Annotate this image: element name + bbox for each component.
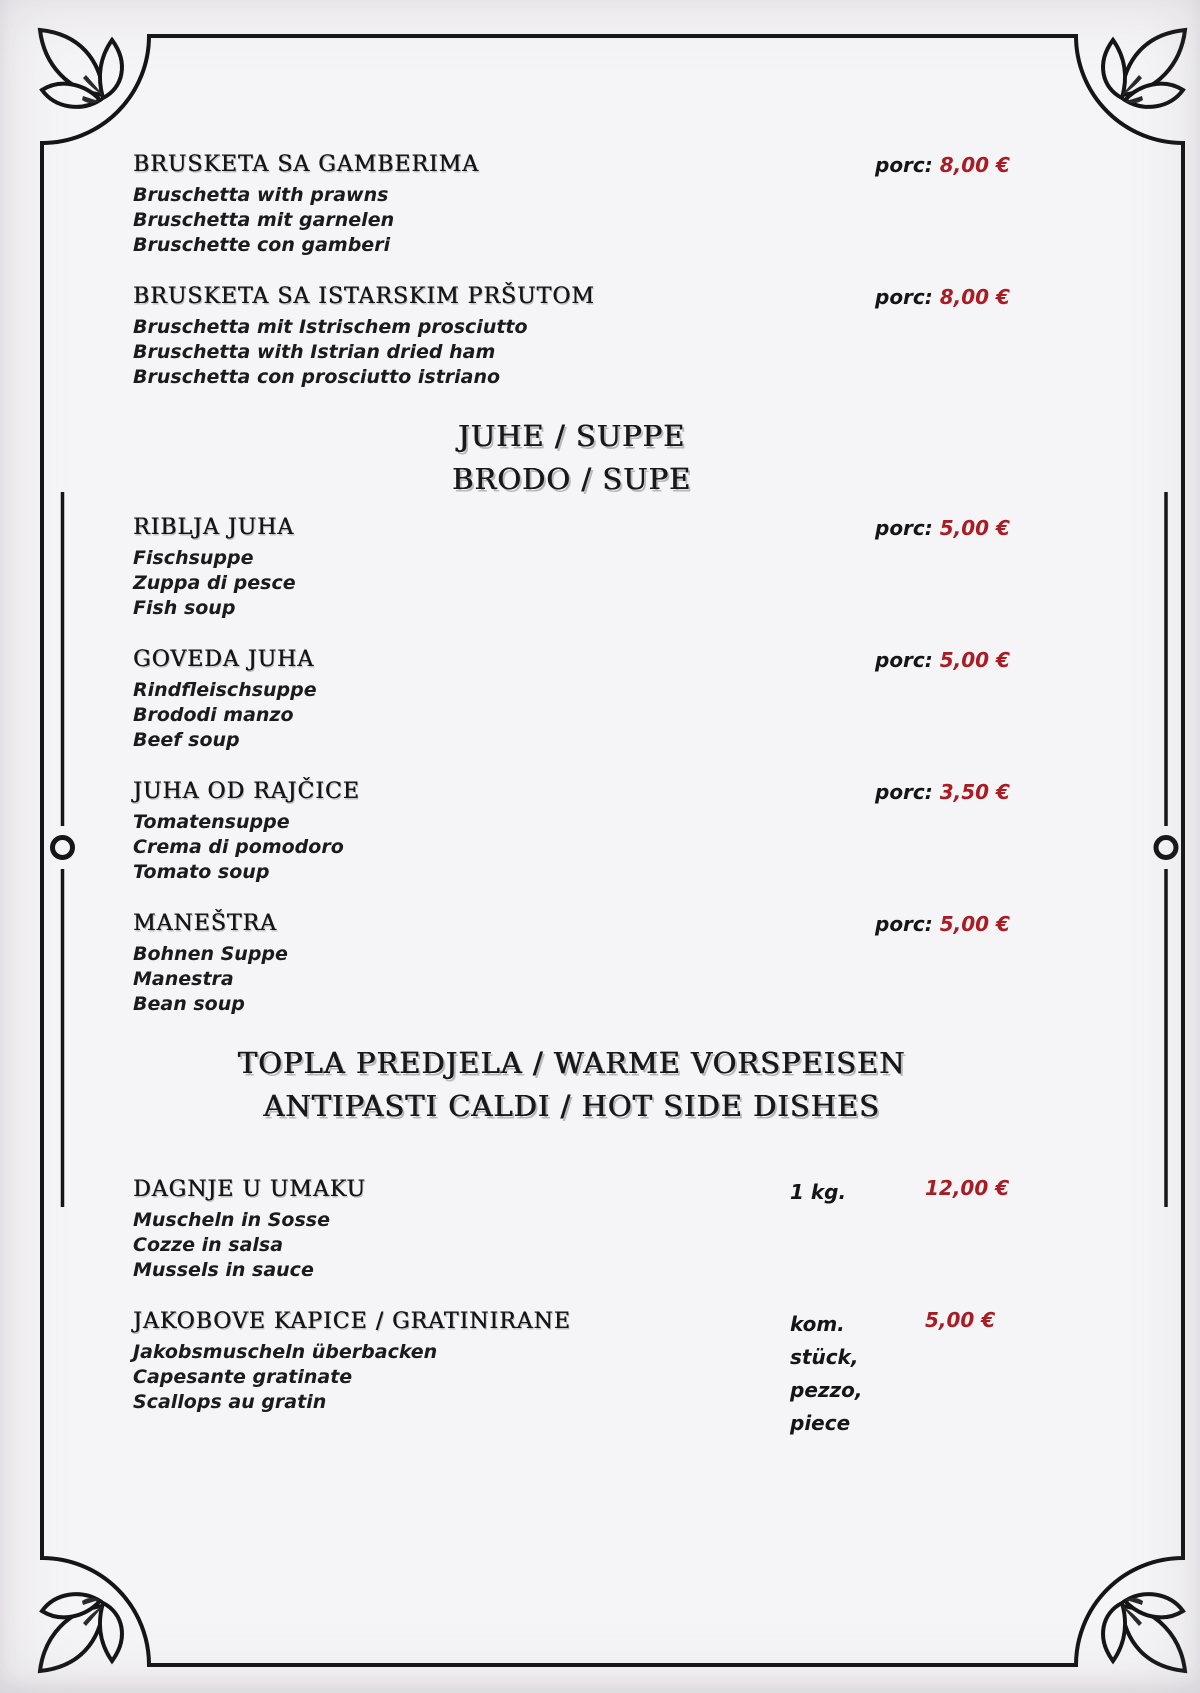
item-translation: Tomato soup — [133, 861, 270, 883]
menu-item — [133, 151, 1010, 258]
item-translation: Scallops au gratin — [133, 1391, 327, 1413]
item-translation: Mussels in sauce — [133, 1259, 314, 1281]
item-text-block — [133, 910, 790, 1017]
item-text-block — [133, 1176, 790, 1283]
unit-label: stück, — [790, 1345, 859, 1369]
unit-label: piece — [790, 1411, 851, 1435]
item-pricing — [790, 1176, 1010, 1283]
item-name: MANEŠTRA — [133, 911, 277, 936]
corner-leaf-ornament-bottom-right — [1103, 1594, 1185, 1671]
item-translation: Cozze in salsa — [133, 1234, 284, 1256]
item-pricing — [790, 151, 1010, 258]
menu-item — [133, 514, 1010, 621]
item-name: BRUSKETA SA GAMBERIMA — [133, 152, 480, 177]
portion-price-line — [875, 283, 1010, 309]
menu-item — [133, 283, 1010, 390]
item-translation: Fischsuppe — [133, 547, 254, 569]
item-pricing — [790, 514, 1010, 621]
item-price: 8,00 € — [939, 153, 1010, 177]
item-text-block — [133, 151, 790, 258]
item-translation: Zuppa di pesce — [133, 572, 296, 594]
portion-label: porc: — [875, 912, 933, 936]
item-price: 5,00 € — [939, 516, 1010, 540]
corner-leaf-ornament-top-right — [1103, 30, 1185, 107]
menu-item — [133, 1308, 1010, 1440]
item-price: 5,00 € — [925, 1308, 996, 1332]
item-translation: Jakobsmuscheln überbacken — [133, 1341, 438, 1363]
item-pricing — [790, 646, 1010, 753]
item-translation: Bruschetta con prosciutto istriano — [133, 366, 501, 388]
inner-border-right — [1156, 492, 1176, 1207]
item-pricing — [790, 778, 1010, 885]
portion-price-line — [875, 151, 1010, 177]
unit-label: 1 kg. — [790, 1180, 847, 1204]
portion-price-line — [875, 514, 1010, 540]
item-pricing — [790, 283, 1010, 390]
portion-price-line — [875, 778, 1010, 804]
ring-ornament-right — [1156, 838, 1176, 858]
portion-label: porc: — [875, 285, 933, 309]
item-translation: Capesante gratinate — [133, 1366, 353, 1388]
item-text-block — [133, 514, 790, 621]
ring-ornament-left — [53, 838, 73, 858]
item-translation: Bohnen Suppe — [133, 943, 288, 965]
item-translation: Muscheln in Sosse — [133, 1209, 330, 1231]
item-text-block — [133, 283, 790, 390]
item-price: 12,00 € — [925, 1176, 1010, 1200]
portion-price-line — [875, 910, 1010, 936]
menu-item — [133, 1176, 1010, 1283]
item-name: DAGNJE U UMAKU — [133, 1177, 366, 1202]
item-translation: Rindfleischsuppe — [133, 679, 317, 701]
item-translation: Bruschette con gamberi — [133, 234, 391, 256]
item-text-block — [133, 646, 790, 753]
item-translation: Bruschetta mit garnelen — [133, 209, 395, 231]
portion-label: porc: — [875, 153, 933, 177]
unit-column — [790, 1308, 925, 1440]
item-name: BRUSKETA SA ISTARSKIM PRŠUTOM — [133, 284, 595, 309]
menu-item — [133, 646, 1010, 753]
item-translation: Bean soup — [133, 993, 245, 1015]
item-text-block — [133, 778, 790, 885]
item-translation: Tomatensuppe — [133, 811, 290, 833]
item-translation: Bruschetta with Istrian dried ham — [133, 341, 496, 363]
item-pricing — [790, 1308, 1010, 1440]
menu-item — [133, 910, 1010, 1017]
section-title-line2: ANTIPASTI CALDI / HOT SIDE DISHES — [263, 1089, 880, 1123]
portion-label: porc: — [875, 516, 933, 540]
corner-leaf-ornament-bottom-left — [40, 1594, 122, 1671]
item-pricing — [790, 910, 1010, 1017]
item-translation: Bruschetta mit Istrischem prosciutto — [133, 316, 528, 338]
item-name: JAKOBOVE KAPICE / GRATINIRANE — [133, 1309, 571, 1334]
menu-item — [133, 778, 1010, 885]
item-price: 5,00 € — [939, 912, 1010, 936]
section-header — [133, 1042, 1010, 1128]
section-title-line1: TOPLA PREDJELA / WARME VORSPEISEN — [237, 1046, 906, 1080]
item-text-block — [133, 1308, 790, 1440]
item-translation: Manestra — [133, 968, 234, 990]
section-header — [133, 415, 1010, 501]
portion-price-line — [875, 646, 1010, 672]
section-title-line1: JUHE / SUPPE — [457, 419, 686, 453]
portion-label: porc: — [875, 780, 933, 804]
item-name: JUHA OD RAJČICE — [133, 779, 360, 804]
item-name: GOVEDA JUHA — [133, 647, 315, 672]
item-price: 3,50 € — [939, 780, 1010, 804]
corner-leaf-ornament-top-left — [40, 30, 122, 107]
item-translation: Bruschetta with prawns — [133, 184, 389, 206]
item-translation: Crema di pomodoro — [133, 836, 344, 858]
item-translation: Fish soup — [133, 597, 236, 619]
unit-column — [790, 1176, 925, 1209]
item-name: RIBLJA JUHA — [133, 515, 295, 540]
section-title-line2: BRODO / SUPE — [451, 462, 692, 496]
item-price: 8,00 € — [939, 285, 1010, 309]
menu-content — [133, 0, 1010, 1465]
portion-label: porc: — [875, 648, 933, 672]
unit-label: pezzo, — [790, 1378, 863, 1402]
unit-label: kom. — [790, 1312, 845, 1336]
item-translation: Brododi manzo — [133, 704, 294, 726]
item-price: 5,00 € — [939, 648, 1010, 672]
item-translation: Beef soup — [133, 729, 240, 751]
inner-border-left — [53, 492, 73, 1207]
